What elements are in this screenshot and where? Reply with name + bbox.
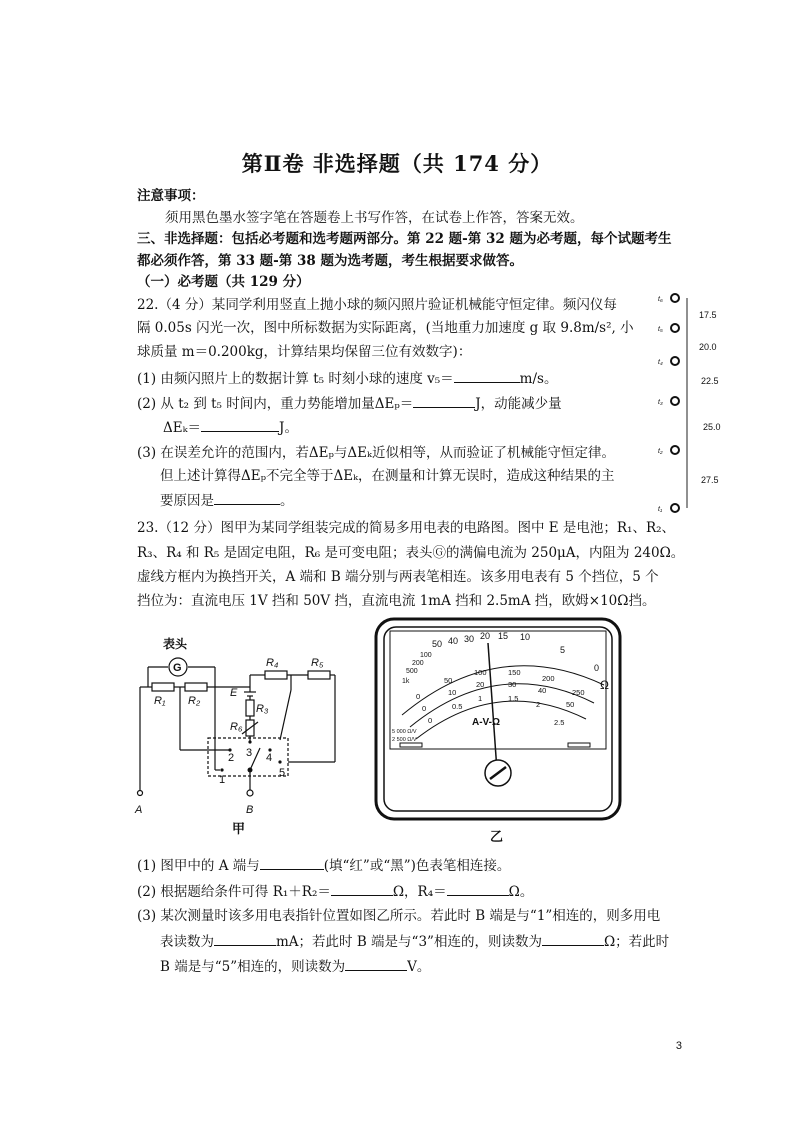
time-label: t₂ <box>658 448 663 455</box>
time-label: t₅ <box>658 326 663 333</box>
q22-line3: 球质量 m＝0.200kg，计算结果均保留三位有效数字)： <box>137 344 472 360</box>
label-r5: R₅ <box>311 657 324 669</box>
dc-tick: 50 <box>444 676 453 685</box>
ohm-tick-left: 500 <box>406 668 418 675</box>
distance-label: 17.5 <box>699 310 717 320</box>
dc-tick: 10 <box>448 688 457 697</box>
resistor-r4 <box>265 671 287 679</box>
dc-tick: 150 <box>508 668 521 677</box>
dc-tick: 1 <box>478 694 483 703</box>
dc-tick: 2 <box>536 700 541 709</box>
section-title: 第Ⅱ卷 非选择题（共 174 分） <box>241 151 553 176</box>
distance-label: 22.5 <box>701 376 719 386</box>
required-heading: （一）必考题（共 129 分） <box>137 274 310 290</box>
terminal-b: B <box>246 804 254 816</box>
q22-part2b: ΔEₖ＝ J。 <box>163 417 298 438</box>
q23-line1: 23.（12 分）图甲为某同学组装完成的简易多用电表的电路图。图中 E 是电池；R₁、R₂、 <box>137 520 676 536</box>
resistor-r5 <box>308 671 330 679</box>
notice-line: 须用黑色墨水签字笔在答题卷上书写作答，在试卷上作答，答案无效。 <box>165 210 584 226</box>
q22-line1: 22.（4 分）某同学利用竖直上抛小球的频闪照片验证机械能守恒定律。频闪仪每 <box>137 297 617 313</box>
strobe-balls <box>671 294 679 512</box>
ball-t4 <box>671 357 679 365</box>
switch-1: 1 <box>219 774 226 786</box>
answer-blank[interactable] <box>345 956 407 971</box>
ball-t2 <box>671 446 679 454</box>
dc-tick: 0 <box>428 716 433 725</box>
q23-line3: 虚线方框内为换挡开关，A 端和 B 端分别与两表笔相连。该多用电表有 5 个挡位，5 个 <box>137 569 659 585</box>
answer-blank[interactable] <box>413 393 475 408</box>
page-number: 3 <box>675 1040 682 1052</box>
dc-tick: 0 <box>416 692 421 701</box>
answer-blank[interactable] <box>331 881 393 896</box>
label-r2: R₂ <box>188 695 201 707</box>
switch-3: 3 <box>246 747 253 759</box>
label-r4: R₄ <box>266 657 279 669</box>
answer-blank[interactable] <box>260 855 324 870</box>
meter-label: A-V-Ω <box>472 717 501 728</box>
q23-part3c: B 端是与“5”相连的，则读数为 V。 <box>160 956 430 977</box>
distance-label: 27.5 <box>701 475 719 485</box>
circuit-caption: 甲 <box>232 821 246 836</box>
dc-tick: 250 <box>572 688 585 697</box>
time-label: t₆ <box>658 296 663 303</box>
galvanometer-letter: G <box>173 662 182 674</box>
ball-t5 <box>671 324 679 332</box>
q23-line4: 挡位为：直流电压 1V 挡和 50V 挡，直流电流 1mA 挡和 2.5mA 挡，欧姆×10Ω挡。 <box>137 593 656 609</box>
answer-blank[interactable] <box>201 417 279 432</box>
answer-blank[interactable] <box>214 931 276 946</box>
ball-t1 <box>671 504 679 512</box>
ball-t3 <box>671 397 679 405</box>
q23-part3b: 表读数为 mA；若此时 B 端是与“3”相连的，则读数为 Ω；若此时 <box>160 931 669 952</box>
time-label: t₄ <box>658 359 663 366</box>
ohm-tick: 15 <box>498 631 509 641</box>
dc-tick: 0.5 <box>452 702 463 711</box>
distance-label: 25.0 <box>703 422 721 432</box>
ohm-tick-left: 100 <box>420 652 432 659</box>
circuit-diagram <box>130 630 370 840</box>
ohm-tick: 5 <box>560 645 566 655</box>
label-r3: R₃ <box>256 703 269 715</box>
multimeter-dial <box>372 615 624 847</box>
q23-line2: R₃、R₄ 和 R₅ 是固定电阻，R₆ 是可变电阻；表头Ⓖ的满偏电流为 250μA，内阻为 240Ω。 <box>137 545 685 561</box>
dc-tick: 50 <box>566 700 575 709</box>
omega-symbol: Ω <box>600 678 609 692</box>
meter-spec: 2 500 Ω/V <box>392 737 417 743</box>
meter-label: 表头 <box>163 637 188 651</box>
q23-part2: (2) 根据题给条件可得 R₁＋R₂＝ Ω，R₄＝ Ω。 <box>137 881 533 902</box>
q22-part2: (2) 从 t₂ 到 t₅ 时间内，重力势能增加量ΔEₚ＝ J，动能减少量 <box>137 393 562 414</box>
dc-tick: 30 <box>508 680 517 689</box>
ohm-tick: 40 <box>448 636 459 646</box>
ohm-tick: 50 <box>432 639 443 649</box>
ohm-tick-left: 1k <box>402 678 410 685</box>
switch-4: 4 <box>266 752 273 764</box>
dc-tick: 0 <box>422 704 427 713</box>
ohm-tick-left: 200 <box>412 660 424 667</box>
resistor-r2 <box>185 683 207 691</box>
dc-tick: 40 <box>538 686 547 695</box>
time-label: t₁ <box>658 506 663 513</box>
label-e: E <box>230 687 238 699</box>
ohm-tick: 20 <box>480 631 491 641</box>
dc-tick: 20 <box>476 680 485 689</box>
ohm-tick: 10 <box>520 632 531 642</box>
q22-part1: (1) 由频闪照片上的数据计算 t₅ 时刻小球的速度 v₅＝ m/s。 <box>137 368 557 389</box>
notice-heading: 注意事项： <box>137 188 205 204</box>
q22-part3a: (3) 在误差允许的范围内，若ΔEₚ与ΔEₖ近似相等，从而验证了机械能守恒定律。 <box>137 445 615 461</box>
switch-5: 5 <box>279 767 286 779</box>
ohm-tick: 30 <box>464 634 475 644</box>
dc-tick: 200 <box>542 674 555 683</box>
q23-part3a: (3) 某次测量时该多用电表指针位置如图乙所示。若此时 B 端是与“1”相连的，则多用电 <box>137 908 661 924</box>
q22-part3b: 但上述计算得ΔEₚ不完全等于ΔEₖ，在测量和计算无误时，造成这种结果的主 <box>160 468 615 484</box>
switch-2: 2 <box>228 752 235 764</box>
label-r1: R₁ <box>154 695 166 707</box>
q22-line2: 隔 0.05s 闪光一次，图中所标数据为实际距离，(当地重力加速度 g 取 9.8m/s², 小 <box>137 320 634 336</box>
strobe-diagram <box>655 288 735 518</box>
dc-tick: 1.5 <box>508 694 519 703</box>
answer-blank[interactable] <box>542 931 604 946</box>
ohm-tick: 0 <box>594 663 600 673</box>
section3-line-b: 都必须作答，第 33 题-第 38 题为选考题，考生根据要求做答。 <box>137 253 523 269</box>
resistor-r3 <box>246 700 254 716</box>
meter-spec: 5 000 Ω/V <box>392 729 417 735</box>
dc-tick: 100 <box>474 668 487 677</box>
q23-part1: (1) 图甲中的 A 端与 (填“红”或“黑”)色表笔相连接。 <box>137 855 510 876</box>
dc-tick: 2.5 <box>554 718 565 727</box>
meter-caption: 乙 <box>490 829 504 844</box>
distance-label: 20.0 <box>699 342 717 352</box>
q22-part3c: 要原因是 。 <box>160 490 294 511</box>
answer-blank[interactable] <box>214 490 280 505</box>
terminal-a: A <box>135 804 143 816</box>
answer-blank[interactable] <box>454 368 520 383</box>
time-label: t₃ <box>658 399 663 406</box>
answer-blank[interactable] <box>447 881 509 896</box>
resistor-r1 <box>152 683 174 691</box>
section3-line-a: 三、非选择题：包括必考题和选考题两部分。第 22 题-第 32 题为必考题，每个试题考生 <box>137 231 672 247</box>
ball-t6 <box>671 294 679 302</box>
label-r6: R₆ <box>230 721 243 733</box>
